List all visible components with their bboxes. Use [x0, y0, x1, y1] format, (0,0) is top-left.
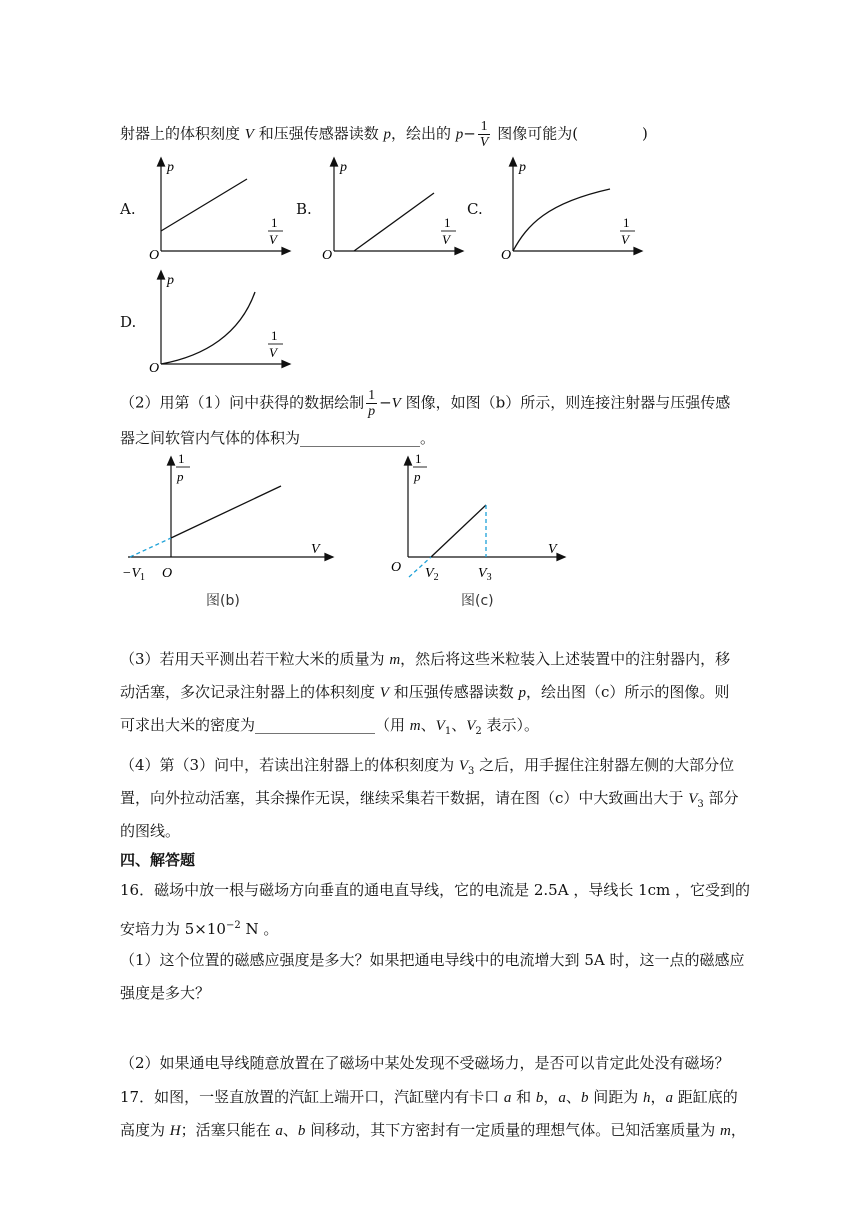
q15-text: ，绘出的: [391, 124, 456, 143]
var-b: b: [297, 1123, 306, 1139]
x-arrow: [282, 248, 290, 255]
x-label-den: V: [442, 232, 450, 247]
q16-text: N 。: [240, 920, 279, 938]
graph-curve: [513, 189, 610, 251]
q3-text: 和压强传感器读数: [388, 683, 519, 701]
y-label-den: p: [414, 469, 421, 484]
neg-v1-label: $-V_1$: [122, 566, 145, 583]
graph-line: [171, 486, 281, 538]
q3-line2: [120, 682, 729, 703]
x-label-den: V: [269, 345, 277, 360]
q3-text: ，绘出图（c）所示的图像。则: [526, 683, 730, 701]
var-a: a: [558, 1090, 566, 1106]
origin-label: O: [391, 560, 402, 575]
var-m: m: [409, 718, 421, 734]
x-arrow: [455, 248, 463, 255]
x-label-num: 1: [271, 328, 278, 343]
y-arrow: [331, 158, 338, 166]
y-label-num: 1: [415, 453, 422, 466]
var-m: m: [389, 652, 401, 668]
origin-label: O: [322, 248, 333, 260]
var-v3: V: [458, 758, 469, 774]
sub-1: 1: [444, 726, 452, 737]
paren-close: ): [642, 124, 648, 143]
q2-line2: 器之间软管内气体的体积为________________。: [120, 429, 436, 447]
v3-label: $V_3$: [478, 566, 492, 583]
q3-text: 可求出大米的密度为________________（用: [120, 716, 410, 734]
q17-text: 间移动，其下方密封有一定质量的理想气体。已知活塞质量为: [305, 1121, 720, 1139]
option-c-label: C.: [467, 200, 483, 218]
fraction-1-over-v: [478, 119, 491, 150]
sub-3: 3: [468, 766, 475, 777]
graph-line: [161, 179, 247, 231]
dashed-extension: [130, 538, 171, 557]
var-b: b: [535, 1090, 544, 1106]
dash: −: [379, 393, 392, 412]
x-label-num: 1: [623, 215, 630, 230]
x-arrow: [634, 248, 642, 255]
y-label: p: [167, 273, 174, 288]
section-title: 四、解答题: [120, 851, 196, 869]
q16-text: 安培力为 5×10: [120, 920, 226, 938]
q3-text: ，然后将这些米粒装入上述装置中的注射器内，移: [400, 650, 731, 668]
q15-text: 射器上的体积刻度: [120, 124, 245, 143]
var-m: m: [719, 1123, 731, 1139]
q4-text: 之后，用手握住注射器左侧的大部分位: [474, 756, 735, 774]
graph-line: [354, 193, 434, 251]
q16-sub1-line2: 强度是多大？: [120, 984, 211, 1002]
q2-line1: [120, 388, 730, 419]
var-p: p: [518, 685, 526, 701]
q17-text: ；活塞只能在: [180, 1121, 276, 1139]
q15-text: 和压强传感器读数: [253, 124, 384, 143]
q15-intro-line: [120, 119, 648, 150]
option-d-graph: [145, 268, 295, 373]
option-b-label: B.: [296, 200, 312, 218]
q4-text: 部分: [703, 789, 739, 807]
sep: 、: [451, 716, 467, 734]
q16-line1: 16．磁场中放一根与磁场方向垂直的通电直导线，它的电流是 2.5A ，导线长 1cm ，它受到的: [120, 881, 751, 899]
var-a: a: [503, 1090, 512, 1106]
figure-b-caption: 图(b): [206, 593, 240, 609]
q4-line3: 的图线。: [120, 822, 181, 840]
y-arrow: [405, 457, 412, 465]
q17-line2: [120, 1120, 746, 1141]
var-v2: V: [466, 718, 476, 734]
var-p: p: [383, 126, 391, 143]
var-p: p: [455, 126, 464, 143]
var-a: a: [665, 1090, 673, 1106]
q3-text: 动活塞，多次记录注射器上的体积刻度: [120, 683, 380, 701]
q2-text: （2）用第（1）问中获得的数据绘制: [120, 393, 365, 412]
q16-sub1-line1: （1）这个位置的磁感应强度是多大？如果把通电导线中的电流增大到 5A 时，这一点的磁感应: [120, 951, 745, 969]
y-arrow: [158, 271, 165, 279]
x-label-num: 1: [271, 215, 278, 230]
q17-text: 和: [511, 1088, 536, 1106]
frac-den: V: [479, 135, 489, 150]
x-label-den: V: [621, 232, 629, 247]
figure-c: [385, 453, 575, 613]
q17-text: 距缸底的: [673, 1088, 738, 1106]
v2-label: $V_2$: [425, 566, 439, 583]
sep: 、: [420, 716, 436, 734]
graph-line: [431, 505, 486, 557]
sub-2: 2: [475, 726, 482, 737]
y-label: p: [519, 160, 526, 175]
x-arrow: [282, 361, 290, 368]
y-arrow: [168, 457, 175, 465]
option-d-label: D.: [120, 313, 137, 331]
q17-text: 间距为: [588, 1088, 643, 1106]
var-h: h: [642, 1090, 651, 1106]
x-arrow: [325, 554, 333, 561]
exponent: −2: [225, 920, 241, 931]
q17-text: 、: [282, 1121, 298, 1139]
y-label-den: p: [177, 469, 184, 484]
q16-sub2: （2）如果通电导线随意放置在了磁场中某处发现不受磁场力，是否可以肯定此处没有磁场？: [120, 1054, 730, 1072]
q17-text: ，: [543, 1088, 559, 1106]
q3-text: （3）若用天平测出若干粒大米的质量为: [120, 650, 390, 668]
q4-text: （4）第（3）问中，若读出注射器上的体积刻度为: [120, 756, 459, 774]
q2-text: 图像，如图（b）所示，则连接注射器与压强传感: [400, 393, 731, 412]
var-b: b: [580, 1090, 589, 1106]
origin-label: O: [149, 361, 160, 373]
origin-label: O: [149, 248, 160, 260]
q3-line3: [120, 715, 539, 742]
origin-label: O: [501, 248, 512, 260]
q4-line2: [120, 788, 739, 815]
q4-text: 置，向外拉动活塞，其余操作无误，继续采集若干数据，请在图（c）中大致画出大于: [120, 789, 689, 807]
origin-label: O: [162, 566, 173, 581]
var-v3: V: [688, 791, 698, 807]
q17-text: 、: [565, 1088, 581, 1106]
q3-text: 表示）。: [481, 716, 540, 734]
sub-3: 3: [697, 799, 704, 810]
dash: −: [463, 124, 476, 143]
option-b-graph: [318, 155, 468, 260]
fraction-1-over-p: [366, 388, 377, 419]
q17-text: 17．如图，一竖直放置的汽缸上端开口，汽缸壁内有卡口: [120, 1088, 504, 1106]
graph-curve: [161, 292, 255, 364]
y-arrow: [510, 158, 517, 166]
figure-c-caption: 图(c): [461, 593, 494, 609]
q15-text: 图像可能为(: [492, 124, 579, 143]
option-a-graph: [145, 155, 295, 260]
q4-line1: [120, 755, 734, 782]
frac-num: 1: [368, 388, 376, 403]
x-arrow: [557, 554, 565, 561]
q17-text: ，: [730, 1121, 746, 1139]
q3-line1: [120, 649, 730, 670]
q17-text: 高度为: [120, 1121, 170, 1139]
var-h-cap: H: [169, 1123, 181, 1139]
y-label: p: [167, 160, 174, 175]
x-label: V: [311, 542, 320, 557]
var-v: V: [391, 395, 401, 412]
option-c-graph: [497, 155, 647, 260]
var-a: a: [275, 1123, 283, 1139]
frac-num: 1: [478, 119, 491, 135]
q16-line2: [120, 916, 278, 939]
frac-den: p: [368, 404, 376, 419]
figure-b: [118, 453, 338, 613]
q17-line1: [120, 1087, 738, 1108]
var-v: V: [244, 126, 254, 143]
y-arrow: [158, 158, 165, 166]
x-label: V: [548, 542, 557, 557]
q17-text: ，: [650, 1088, 666, 1106]
var-v1: V: [435, 718, 445, 734]
y-label: p: [340, 160, 347, 175]
y-label-num: 1: [178, 453, 185, 466]
option-a-label: A.: [120, 200, 136, 218]
x-label-den: V: [269, 232, 277, 247]
x-label-num: 1: [444, 215, 451, 230]
var-v: V: [379, 685, 389, 701]
